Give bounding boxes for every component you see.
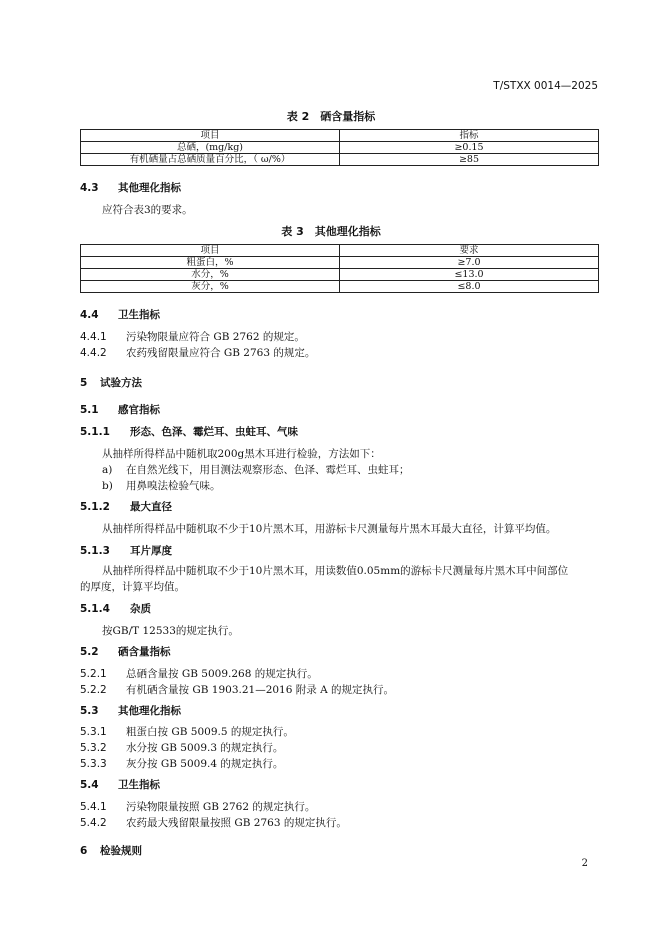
item-number: 5.4.1 bbox=[80, 801, 107, 813]
item-text: 总硒含量按 GB 5009.268 的规定执行。 bbox=[126, 668, 318, 680]
section-title: 检验规则 bbox=[100, 845, 142, 857]
page-number: 2 bbox=[581, 858, 588, 869]
section-5-1-4-text: 按GB/T 12533的规定执行。 bbox=[102, 625, 239, 637]
list-item bbox=[80, 740, 283, 755]
list-marker: b) bbox=[102, 480, 113, 492]
table-cell: 有机硒量占总硒质量百分比，（ ω/%） bbox=[81, 154, 340, 166]
section-5-1-3-heading bbox=[80, 543, 172, 558]
section-4-3-heading bbox=[80, 180, 181, 195]
section-title: 杂质 bbox=[130, 603, 151, 615]
table-header-cell: 指标 bbox=[340, 130, 599, 142]
section-5-1-heading bbox=[80, 402, 160, 417]
list-item bbox=[102, 478, 221, 493]
item-number: 5.3.1 bbox=[80, 726, 107, 738]
list-item bbox=[80, 666, 318, 681]
table-cell: ≥0.15 bbox=[340, 142, 599, 154]
section-number: 5.1.2 bbox=[80, 501, 110, 513]
section-5-4-heading bbox=[80, 777, 160, 792]
item-text: 水分按 GB 5009.3 的规定执行。 bbox=[126, 742, 284, 754]
section-title: 试验方法 bbox=[100, 377, 142, 389]
section-title: 卫生指标 bbox=[118, 309, 160, 321]
section-title: 形态、色泽、霉烂耳、虫蛀耳、气味 bbox=[130, 426, 298, 438]
section-5-1-1-text: 从抽样所得样品中随机取200g黑木耳进行检验，方法如下： bbox=[102, 448, 381, 460]
section-5-3-heading bbox=[80, 703, 181, 718]
section-4-3-text: 应符合表3的要求。 bbox=[102, 204, 193, 216]
table3 bbox=[80, 244, 599, 293]
table-row bbox=[81, 281, 599, 293]
item-number: 5.2.2 bbox=[80, 684, 107, 696]
section-number: 5.3 bbox=[80, 705, 99, 717]
section-title: 最大直径 bbox=[130, 501, 172, 513]
section-title: 卫生指标 bbox=[118, 779, 160, 791]
section-title: 硒含量指标 bbox=[118, 646, 171, 658]
table-row bbox=[81, 257, 599, 269]
section-5-1-2-heading bbox=[80, 499, 172, 514]
item-number: 5.3.2 bbox=[80, 742, 107, 754]
table-cell: ≤8.0 bbox=[340, 281, 599, 293]
section-5-1-3-text-line2: 的厚度，计算平均值。 bbox=[80, 581, 185, 593]
section-5-2-heading bbox=[80, 644, 171, 659]
section-number: 6 bbox=[80, 845, 88, 857]
table-header-cell: 项目 bbox=[81, 130, 340, 142]
section-number: 5 bbox=[80, 377, 88, 389]
list-item bbox=[80, 756, 283, 771]
section-title: 感官指标 bbox=[118, 404, 160, 416]
table-header-cell: 要求 bbox=[340, 245, 599, 257]
section-title: 耳片厚度 bbox=[130, 545, 172, 557]
item-text: 灰分按 GB 5009.4 的规定执行。 bbox=[126, 758, 284, 770]
section-number: 4.4 bbox=[80, 309, 99, 321]
list-text: 在自然光线下，用目测法观察形态、色泽、霉烂耳、虫蛀耳； bbox=[126, 464, 410, 476]
table3-caption: 表 3 其他理化指标 bbox=[281, 225, 381, 238]
item-number: 4.4.1 bbox=[80, 331, 107, 343]
list-text: 用鼻嗅法检验气味。 bbox=[126, 480, 221, 492]
list-item bbox=[102, 462, 410, 477]
section-number: 5.2 bbox=[80, 646, 99, 658]
item-text: 污染物限量应符合 GB 2762 的规定。 bbox=[126, 331, 305, 343]
table-header-row bbox=[81, 245, 599, 257]
item-text: 污染物限量按照 GB 2762 的规定执行。 bbox=[126, 801, 316, 813]
item-number: 4.4.2 bbox=[80, 347, 107, 359]
table-row bbox=[81, 142, 599, 154]
list-item bbox=[80, 345, 315, 360]
section-4-4-heading bbox=[80, 307, 160, 322]
list-item bbox=[80, 329, 305, 344]
table-header-row bbox=[81, 130, 599, 142]
item-text: 有机硒含量按 GB 1903.21—2016 附录 A 的规定执行。 bbox=[126, 684, 395, 696]
table-cell: 粗蛋白，% bbox=[81, 257, 340, 269]
list-item bbox=[80, 799, 315, 814]
section-6-heading bbox=[80, 843, 142, 858]
list-item bbox=[80, 682, 394, 697]
item-number: 5.4.2 bbox=[80, 817, 107, 829]
table-cell: ≥7.0 bbox=[340, 257, 599, 269]
list-marker: a) bbox=[102, 464, 113, 476]
section-title: 其他理化指标 bbox=[118, 182, 181, 194]
table2-caption: 表 2 硒含量指标 bbox=[286, 110, 376, 123]
list-item bbox=[80, 724, 294, 739]
section-number: 4.3 bbox=[80, 182, 99, 194]
section-number: 5.1.3 bbox=[80, 545, 110, 557]
item-text: 农药最大残留限量按照 GB 2763 的规定执行。 bbox=[126, 817, 347, 829]
item-number: 5.2.1 bbox=[80, 668, 107, 680]
section-5-1-3-text-line1: 从抽样所得样品中随机取不少于10片黑木耳，用读数值0.05mm的游标卡尺测量每片黑木耳中间部位 bbox=[102, 565, 569, 577]
section-5-heading bbox=[80, 375, 142, 390]
table-header-cell: 项目 bbox=[81, 245, 340, 257]
table-cell: 水分，% bbox=[81, 269, 340, 281]
item-text: 农药残留限量应符合 GB 2763 的规定。 bbox=[126, 347, 316, 359]
document-code: T/STXX 0014—2025 bbox=[493, 80, 598, 92]
table-cell: ≥85 bbox=[340, 154, 599, 166]
table2 bbox=[80, 129, 599, 166]
item-number: 5.3.3 bbox=[80, 758, 107, 770]
item-text: 粗蛋白按 GB 5009.5 的规定执行。 bbox=[126, 726, 294, 738]
section-number: 5.1.1 bbox=[80, 426, 110, 438]
section-5-1-4-heading bbox=[80, 601, 151, 616]
table-cell: 总硒，(mg/kg) bbox=[81, 142, 340, 154]
table-row bbox=[81, 269, 599, 281]
section-5-1-1-heading bbox=[80, 424, 298, 439]
section-5-1-2-text: 从抽样所得样品中随机取不少于10片黑木耳，用游标卡尺测量每片黑木耳最大直径，计算平均值。 bbox=[102, 523, 557, 535]
table-cell: ≤13.0 bbox=[340, 269, 599, 281]
table-cell: 灰分，% bbox=[81, 281, 340, 293]
table-row bbox=[81, 154, 599, 166]
section-number: 5.1.4 bbox=[80, 603, 110, 615]
section-number: 5.1 bbox=[80, 404, 99, 416]
section-number: 5.4 bbox=[80, 779, 99, 791]
list-item bbox=[80, 815, 347, 830]
section-title: 其他理化指标 bbox=[118, 705, 181, 717]
